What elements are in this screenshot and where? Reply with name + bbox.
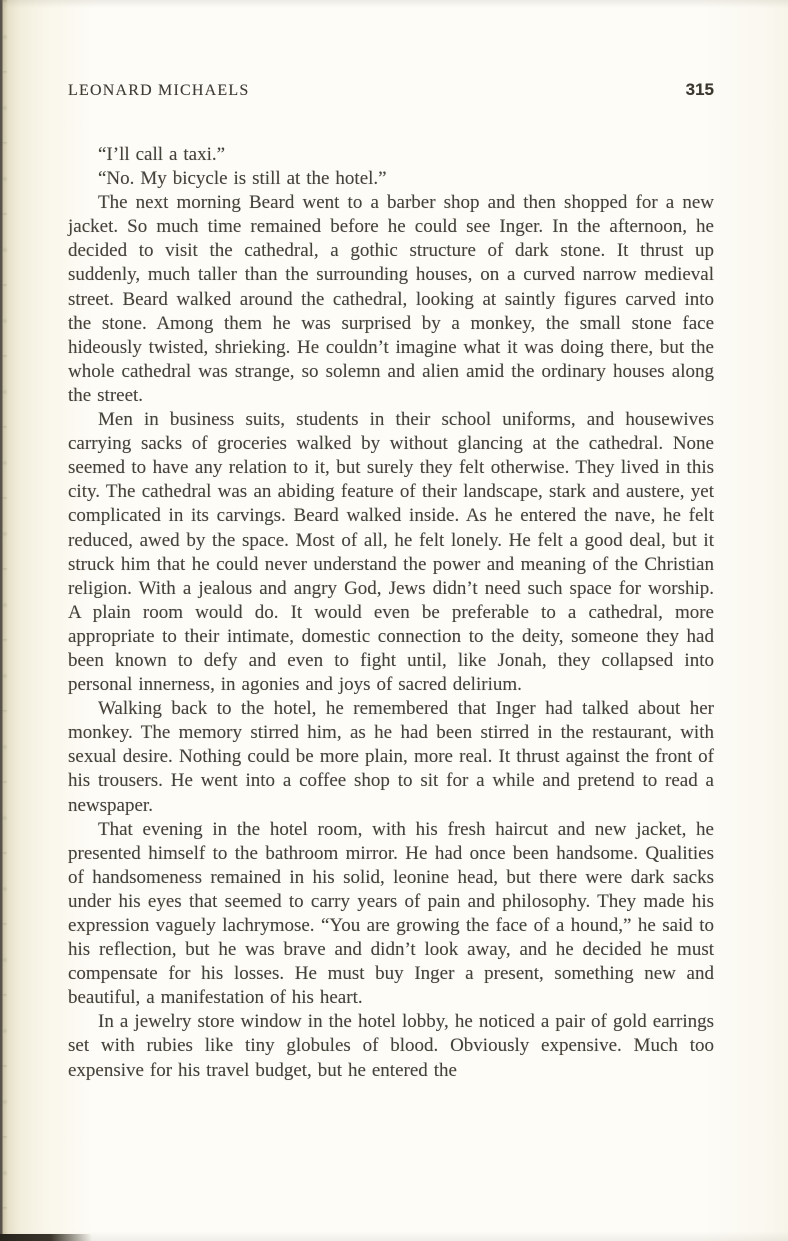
paragraph: That evening in the hotel room, with his fresh haircut and new jacket, he presented himself to the bathroom mirror. He had once been handsome. Qualities of handsomeness remained in his solid, leonine head, but there were dark sacks under his eyes that seemed to carry years of pain and philosophy. They made his expression vaguely lachrymose. “You are growing the face of a hound,” he said to his reflection, but he was brave and didn’t look away, and he decided he must compensate for his losses. He must buy Inger a present, something new and beautiful, a manifestation of his heart. [68,818,714,1009]
paragraph: Men in business suits, students in their school uniforms, and housewives carrying sacks of groceries walked by without glancing at the cathedral. None seemed to have any relation to it, but surely they felt otherwise. They lived in this city. The cathedral was an abiding feature of their landscape, stark and austere, yet complicated in its carvings. Beard walked inside. As he entered the nave, he felt reduced, awed by the space. Most of all, he felt lonely. He felt a good deal, but it struck him that he could never understand the power and meaning of the Christian religion. With a jealous and angry God, Jews didn’t need such space for worship. A plain room would do. It would even be preferable to a cathedral, more appropriate to their intimate, domestic connection to the deity, someone they had been known to defy and even to fight until, like Jonah, they collapsed into personal innerness, in agonies and joys of sacred delirium. [68,409,714,696]
page-number: 315 [685,80,714,99]
bottom-left-scan-artifact [0,1234,92,1241]
running-header-author: LEONARD MICHAELS [68,82,250,99]
paragraph: “I’ll call a taxi.” [98,144,226,165]
paragraph: “No. My bicycle is still at the hotel.” [98,168,387,190]
running-header [68,80,714,100]
page-bottom-edge-shadow [0,1231,788,1241]
page-left-edge-texture [2,0,7,1241]
text-block [68,143,714,1083]
paragraph: The next morning Beard went to a barber shop and then shopped for a new jacket. So much time remained before he could see Inger. In the afternoon, he decided to visit the cathedral, a gothic structure of dark stone. It thrust up suddenly, much taller than the surrounding houses, on a curved narrow medieval street. Beard walked around the cathedral, looking at saintly figures carved into the stone. Among them he was surprised by a monkey, the small stone face hideously twisted, shrieking. He couldn’t imagine what it was doing there, but the whole cathedral was strange, so solemn and alien amid the ordinary houses along the street. [68,192,714,406]
paragraph: In a jewelry store window in the hotel lobby, he noticed a pair of gold earrings set with rubies like tiny globules of blood. Obviously expensive. Much too expensive for his travel budget, but he entered the [68,1011,714,1081]
page-top-edge-shadow [0,0,788,8]
paragraph: Walking back to the hotel, he remembered that Inger had talked about her monkey. The memory stirred him, as he had been stirred in the restaurant, with sexual desire. Nothing could be more plain, more real. It thrust against the front of his trousers. He went into a coffee shop to sit for a while and pretend to read a newspaper. [68,698,714,816]
